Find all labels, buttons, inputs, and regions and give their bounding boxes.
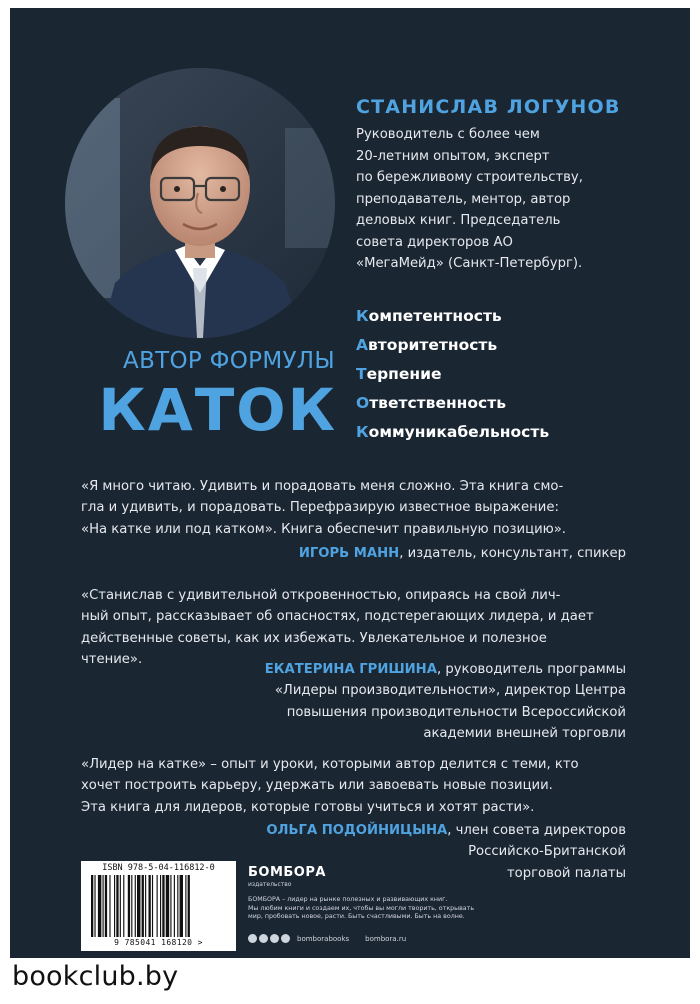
author-bio: Руководитель с более чем 20-летним опытом, эксперт по бережливому строительству, преподаватель, ментор, автор деловых книг. Председатель совета директоров АО «МегаМейд» (Санкт-Петербург). bbox=[356, 127, 583, 271]
quote-text: «Лидер на катке» – опыт и уроки, которыми автор делится с теми, кто хочет построить карьеру, удержать или завоевать новые позиции. Эта книга для лидеров, которые готовы учиться и хотят расти». bbox=[81, 757, 579, 815]
author-name: СТАНИСЛАВ ЛОГУНОВ bbox=[356, 96, 621, 118]
barcode-bar bbox=[160, 875, 161, 937]
barcode-bar bbox=[166, 875, 169, 937]
book-back-cover bbox=[10, 8, 690, 958]
barcode-bar bbox=[116, 875, 118, 937]
barcode-bar bbox=[188, 875, 190, 937]
barcode-bar bbox=[149, 875, 151, 937]
acronym-rest: оммуникабельность bbox=[368, 423, 550, 441]
publisher-handle: bomborabooks bbox=[297, 934, 350, 943]
acronym-rest: вторитетность bbox=[368, 336, 498, 354]
quote-author-name: ЕКАТЕРИНА ГРИШИНА bbox=[264, 662, 437, 677]
quote-author-role: , издатель, консультант, спикер bbox=[399, 546, 626, 561]
quote-attribution bbox=[299, 543, 626, 564]
acronym-rest: тветственность bbox=[369, 394, 507, 412]
barcode-bar bbox=[162, 875, 164, 937]
barcode-block bbox=[81, 861, 236, 951]
isbn-label: ISBN 978-5-04-116812-0 bbox=[102, 863, 215, 873]
acronym-rest: ерпение bbox=[366, 365, 442, 383]
barcode-bar bbox=[177, 875, 178, 937]
acronym-initial: К bbox=[356, 423, 369, 441]
barcode-bar bbox=[174, 875, 175, 937]
quote-author-name: ИГОРЬ МАНН bbox=[298, 546, 400, 561]
acronym-initial: К bbox=[356, 307, 369, 325]
acronym-item bbox=[356, 302, 549, 331]
barcode-bar bbox=[91, 875, 93, 937]
instagram-icon bbox=[281, 934, 290, 943]
formula-prefix: АВТОР ФОРМУЛЫ bbox=[123, 348, 335, 374]
acronym-rest: омпетентность bbox=[368, 307, 502, 325]
youtube-icon bbox=[270, 934, 279, 943]
acronym-item bbox=[356, 360, 549, 389]
author-portrait-illustration bbox=[65, 68, 335, 338]
quote-text: «Станислав с удивительной откровенностью, опираясь на свой лич- ный опыт, рассказывает об опасностях, подстерегающих лидера, и дает действенные советы, как их избежать. Увлекательное и полезное чтение». bbox=[81, 588, 594, 667]
publisher-site[interactable]: bombora.ru bbox=[365, 934, 407, 943]
barcode-bar bbox=[105, 875, 107, 937]
barcode-bar bbox=[123, 875, 124, 937]
barcode-digits: 9 785041 168120 > bbox=[114, 938, 203, 947]
acronym-initial: О bbox=[356, 394, 370, 412]
acronym-item bbox=[356, 331, 549, 360]
barcode-bar bbox=[109, 875, 110, 937]
barcode-bar bbox=[98, 875, 101, 937]
author-photo bbox=[65, 68, 335, 338]
barcode-bar bbox=[157, 875, 158, 937]
barcode-bar bbox=[185, 875, 186, 937]
vk-icon bbox=[248, 934, 257, 943]
barcode-bar bbox=[170, 875, 171, 937]
quote-author-role: , член совета директоров Российско-Британской торговой палаты bbox=[447, 823, 626, 881]
acronym-initial: А bbox=[356, 336, 368, 354]
acronym-item bbox=[356, 389, 549, 418]
barcode-bar bbox=[131, 875, 132, 937]
quote-text: «Я много читаю. Удивить и порадовать меня сложно. Эта книга смо- гла и удивить, и порадовать. Перефразирую известное выражение: «На катке или под катком». Книга обеспечит правильную позицию». bbox=[81, 479, 566, 537]
quote-author-role: , руководитель программы «Лидеры производительности», директор Центра повышения производительности Всероссийской академии внешней торговли bbox=[274, 662, 626, 741]
acronym-item bbox=[356, 418, 549, 447]
barcode-bar bbox=[120, 875, 121, 937]
publisher-logo: БОМБОРА bbox=[248, 865, 326, 880]
barcode-bar bbox=[137, 875, 140, 937]
barcode-bar bbox=[103, 875, 104, 937]
formula-word: КАТОК bbox=[98, 376, 337, 444]
barcode-bar bbox=[94, 875, 95, 937]
barcode-bar bbox=[152, 875, 153, 937]
barcode-graphic bbox=[91, 875, 226, 937]
barcode-bar bbox=[145, 875, 146, 937]
barcode-bar bbox=[114, 875, 115, 937]
barcode-bar bbox=[180, 875, 183, 937]
barcode-bar bbox=[142, 875, 144, 937]
publisher-subtitle: издательство bbox=[248, 881, 292, 888]
acronym-initial: Т bbox=[356, 365, 367, 383]
quote-author-name: ОЛЬГА ПОДОЙНИЦЫНА bbox=[266, 823, 448, 838]
watermark: bookclub.by bbox=[12, 961, 179, 992]
publisher-description: БОМБОРА – лидер на рынке полезных и развивающих книг. Мы любим книги и создаем их, чтобы вы могли творить, открывать мир, пробовать новое, расти. Быть счастливыми. Быть на волне. bbox=[248, 896, 475, 920]
publisher-socials bbox=[248, 934, 406, 943]
quote-attribution bbox=[265, 659, 626, 744]
barcode-bar bbox=[135, 875, 136, 937]
telegram-icon bbox=[259, 934, 268, 943]
barcode-bar bbox=[128, 875, 130, 937]
formula-acronym-list bbox=[356, 302, 549, 447]
